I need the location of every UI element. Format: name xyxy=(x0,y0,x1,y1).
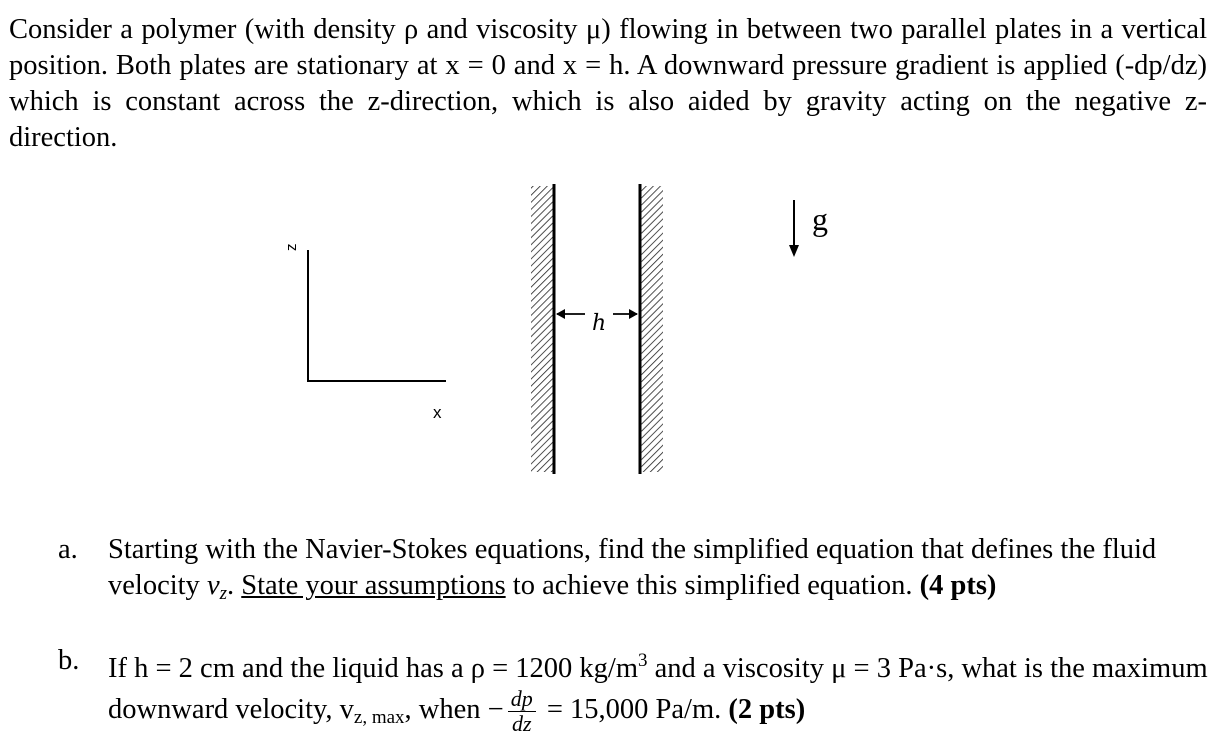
gravity-arrow-icon xyxy=(789,200,828,257)
problem-statement: Consider a polymer (with density ρ and viscosity μ) flowing in between two parallel plates in a vertical position. Both plates are stationary at x = 0 and x = h. A downward pressure gradient is applied (-dp/dz) which is constant across the z-direction, which is also aided by gravity acting on the negative z-direction. xyxy=(9,14,1207,153)
part-b-label: b. xyxy=(58,645,80,676)
x-axis-label: x xyxy=(433,403,442,422)
parallel-plates-diagram xyxy=(0,160,1227,490)
gap-h-label: h xyxy=(592,311,607,336)
assumptions-underlined: State your assumptions xyxy=(241,570,506,601)
part-a-label: a. xyxy=(58,534,78,565)
coordinate-axes xyxy=(283,244,446,423)
left-plate xyxy=(531,184,554,474)
z-axis-label: z xyxy=(283,243,300,251)
gravity-label: g xyxy=(812,201,828,237)
right-plate xyxy=(640,184,663,474)
gap-dimension xyxy=(556,309,638,336)
pressure-gradient-fraction: $\frac{dp}{dz}$ xyxy=(508,687,536,736)
part-a-points: (4 pts) xyxy=(919,570,997,601)
part-b-text: If h = 2 cm and the liquid has a ρ = 1200 $kg/m^3$ and a viscosity μ = 3 Pa·s, what is the maximum downward velocity, $v_{z, max}$, when − $\frac{dp}{dz}$ = 15,000 Pa/m. (2 pts) xyxy=(108,650,1208,736)
part-b-points: (2 pts) xyxy=(728,694,806,726)
part-a-text: Starting with the Navier-Stokes equations, find the simplified equation that defines the fluid velocity $v_z$. State your assumptions to achieve this simplified equation. (4 pts) xyxy=(108,534,1157,604)
